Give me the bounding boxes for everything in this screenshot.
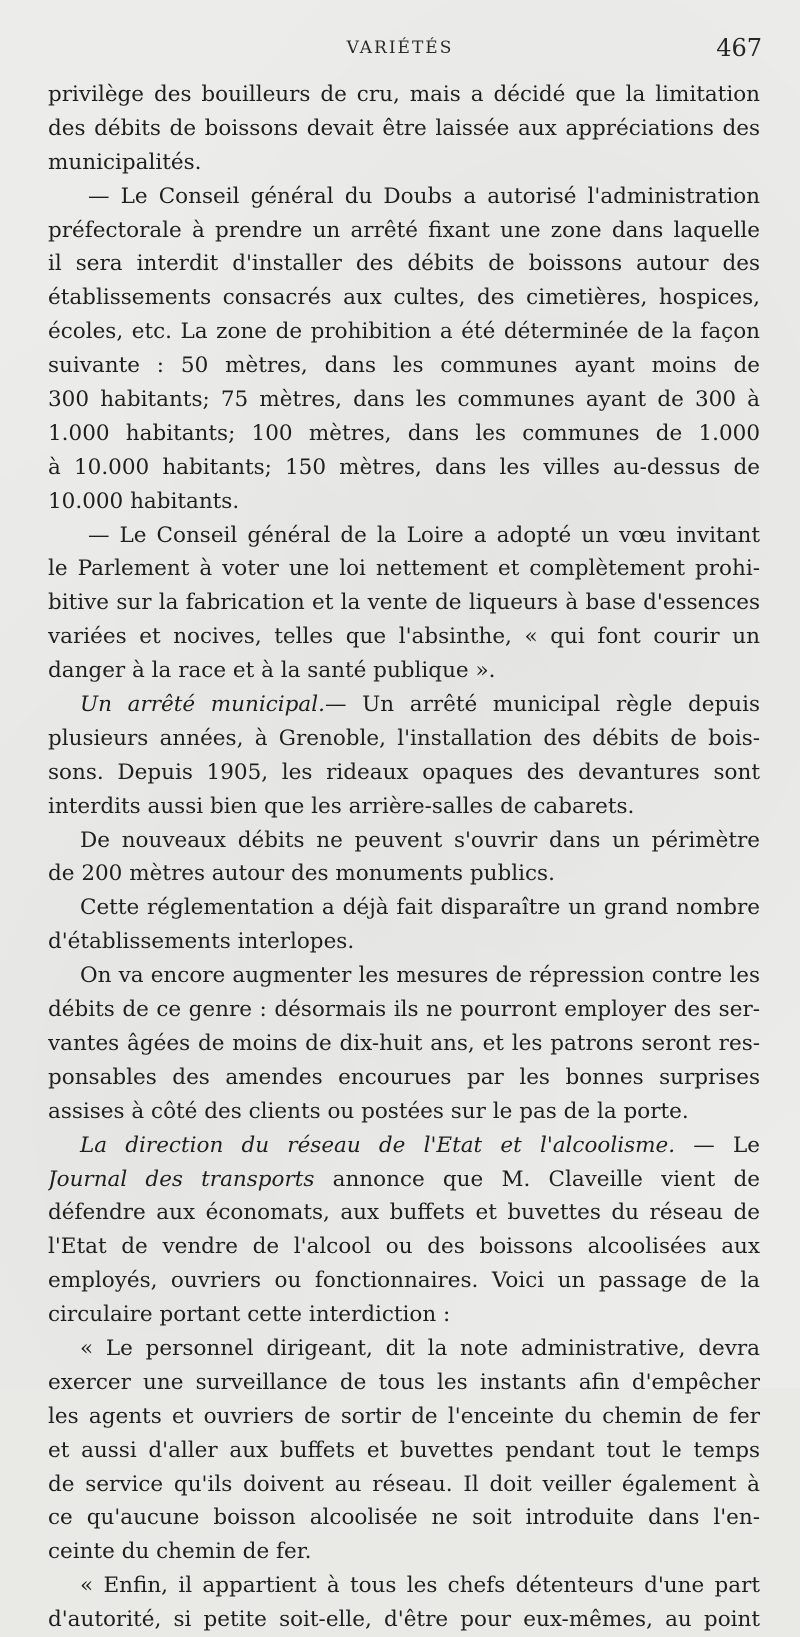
italic-journal-title: Journal des transports xyxy=(48,1166,315,1192)
text-line: ceinte du chemin de fer. xyxy=(48,1539,312,1565)
text-line: des débits de boissons devait être laissée aux appréciations des xyxy=(48,115,760,141)
text-line: d'autorité, si petite soit-elle, d'être pour eux-mêmes, au point xyxy=(48,1607,760,1633)
text-line: sons. Depuis 1905, les rideaux opaques des devantures sont xyxy=(48,759,760,785)
text-line: — Le Conseil général du Doubs a autorisé l'administration xyxy=(88,183,760,209)
text-line: 1.000 habitants; 100 mètres, dans les communes de 1.000 xyxy=(48,420,760,446)
text-line: On va encore augmenter les mesures de répression contre les xyxy=(80,963,760,989)
text-line: établissements consacrés aux cultes, des cimetières, hospices, xyxy=(48,285,760,311)
text-line: débits de ce genre : désormais ils ne pourront employer des ser- xyxy=(48,997,760,1023)
text-line: défendre aux économats, aux buffets et buvettes du réseau de xyxy=(48,1200,760,1226)
text-body xyxy=(48,78,760,1637)
text-line: et aussi d'aller aux buffets et buvettes pendant tout le temps xyxy=(48,1437,760,1463)
text-line: bitive sur la fabrication et la vente de liqueurs à base d'essences xyxy=(48,590,760,616)
text-line: préfectorale à prendre un arrêté fixant une zone dans laquelle xyxy=(48,217,760,243)
text-line: « Enfin, il appartient à tous les chefs détenteurs d'une part xyxy=(80,1573,760,1599)
text-line: — Le Conseil général de la Loire a adopté un vœu invitant xyxy=(88,522,760,548)
text-line: « Le personnel dirigeant, dit la note administrative, devra xyxy=(80,1335,760,1361)
text-line: de service qu'ils doivent au réseau. Il doit veiller également à xyxy=(48,1471,760,1497)
text-line: vantes âgées de moins de dix-huit ans, et les patrons seront res- xyxy=(48,1030,760,1056)
text-line: danger à la race et à la santé publique ». xyxy=(48,658,496,684)
text-line: suivante : 50 mètres, dans les communes ayant moins de xyxy=(48,353,760,379)
text-line: plusieurs années, à Grenoble, l'installation des débits de bois- xyxy=(48,725,760,751)
text-line: d'établissements interlopes. xyxy=(48,929,355,955)
page-number: 467 xyxy=(716,34,762,62)
text-line: Cette réglementation a déjà fait disparaître un grand nombre xyxy=(80,895,760,921)
text-line: privilège des bouilleurs de cru, mais a décidé que la limitation xyxy=(48,82,760,107)
text-line: La direction du réseau de l'Etat et l'alcoolisme. — Le xyxy=(80,1132,760,1158)
text-line: 10.000 habitants. xyxy=(48,488,240,514)
text-line: le Parlement à voter une loi nettement et complètement prohi- xyxy=(48,556,760,582)
text-line: à 10.000 habitants; 150 mètres, dans les villes au-dessus de xyxy=(48,454,760,480)
text-line: les agents et ouvriers de sortir de l'enceinte du chemin de fer xyxy=(48,1403,760,1429)
text-line: de 200 mètres autour des monuments publics. xyxy=(48,861,555,887)
text-line: l'Etat de vendre de l'alcool ou des boissons alcoolisées aux xyxy=(48,1234,760,1260)
text-line: il sera interdit d'installer des débits de boissons autour des xyxy=(48,251,760,277)
running-title: VARIÉTÉS xyxy=(346,38,454,58)
italic-heading: Un arrêté municipal. xyxy=(80,692,325,718)
text-line: employés, ouvriers ou fonctionnaires. Voici un passage de la xyxy=(48,1268,760,1294)
page-header xyxy=(0,34,800,64)
text-line: interdits aussi bien que les arrière-salles de cabarets. xyxy=(48,793,635,819)
text-line: municipalités. xyxy=(48,149,202,175)
text-line: circulaire portant cette interdiction : xyxy=(48,1302,451,1328)
text-line: 300 habitants; 75 mètres, dans les communes ayant de 300 à xyxy=(48,387,760,413)
text-line: Un arrêté municipal.— Un arrêté municipal règle depuis xyxy=(80,692,760,718)
text-line: Journal des transports annonce que M. Claveille vient de xyxy=(48,1166,760,1192)
text-line: exercer une surveillance de tous les instants afin d'empêcher xyxy=(48,1369,760,1395)
text-line: ce qu'aucune boisson alcoolisée ne soit introduite dans l'en- xyxy=(48,1505,760,1531)
text-line: assises à côté des clients ou postées sur le pas de la porte. xyxy=(48,1098,689,1124)
text-line: De nouveaux débits ne peuvent s'ouvrir dans un périmètre xyxy=(80,827,760,853)
italic-heading: La direction du réseau de l'Etat et l'alcoolisme. xyxy=(80,1132,676,1158)
text-line: écoles, etc. La zone de prohibition a été déterminée de la façon xyxy=(48,319,760,345)
text-line: ponsables des amendes encourues par les bonnes surprises xyxy=(48,1064,760,1090)
text-line: variées et nocives, telles que l'absinthe, « qui font courir un xyxy=(48,624,760,650)
